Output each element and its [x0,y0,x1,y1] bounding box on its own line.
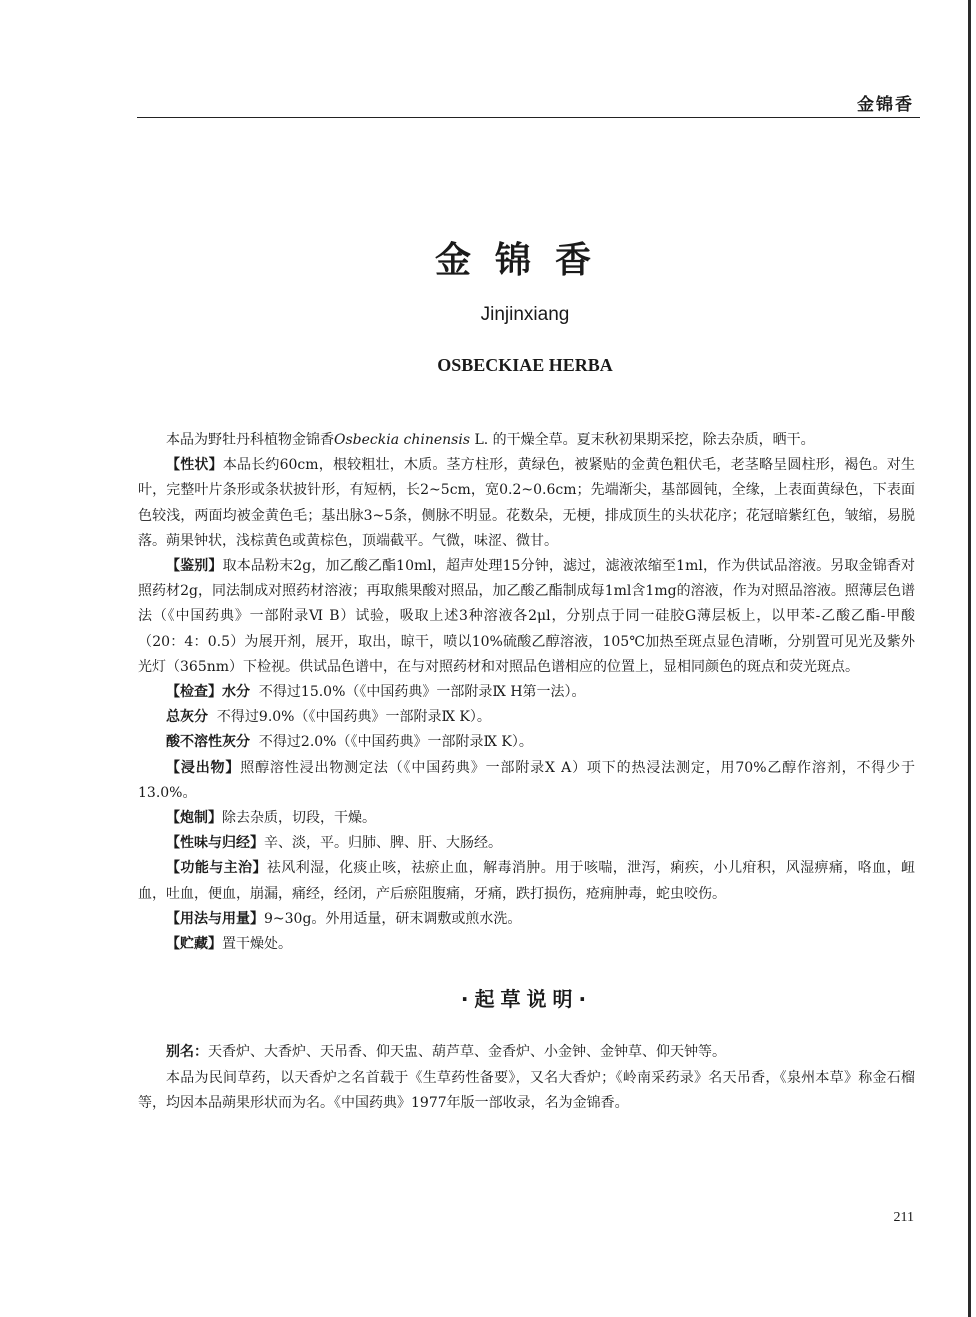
section-sublabel: 酸不溶性灰分 [166,734,250,751]
section-text: 辛、淡，平。归肺、脾、肝、大肠经。 [264,835,502,852]
drafting-paragraph: 本品为民间草药，以天香炉之名首载于《生草药性备要》，又名大香炉；《岭南采药录》名天吊香，《泉州本草》称金石榴等，均因本品蒴果形状而为名。《中国药典》1977年版一部收录，名为金锦香。 [138,1069,915,1111]
section-text: 除去杂质，切段，干燥。 [222,810,376,827]
drafting-alias [138,1040,915,1065]
section-text: 置干燥处。 [222,936,292,953]
pinyin-title: Jinjinxiang [480,304,570,325]
section-text: 取本品粉末2g，加乙酸乙酯10ml，超声处理15分钟，滤过，滤液浓缩至1ml，作为供试品溶液。另取金锦香对照药材2g，同法制成对照药材溶液；再取熊果酸对照品，加乙酸乙酯制成每1ml含1mg的溶液，作为对照品溶液。照薄层色谱法（《中国药典》一部附录Ⅵ B）试验，吸取上述3种溶液各2μl，分别点于同一硅胶G薄层板上，以甲苯-乙酸乙酯-甲酸（20：4：0.5）为展开剂，展开，取出，晾干，喷以10%硫酸乙醇溶液，105℃加热至斑点显色清晰，分别置可见光及紫外光灯（365nm）下检视。供试品色谱中，在与对照药材和对照品色谱相应的位置上，显相同颜色的斑点和荧光斑点。 [138,558,915,675]
intro-text-2: L. 的干燥全草。夏末秋初果期采挖，除去杂质，晒干。 [470,432,815,448]
section-label: 【功能与主治】 [166,860,267,877]
section-text: 照醇溶性浸出物测定法（《中国药典》一部附录Ⅹ A）项下的热浸法测定，用70%乙醇作溶剂，不得少于13.0%。 [138,759,915,801]
header-rule [137,117,920,118]
section-label: 【检查】 [166,684,222,701]
section-sublabel: 总灰分 [166,709,208,726]
page-number: 211 [893,1210,914,1225]
monograph-body [138,428,915,1116]
section-label: 【炮制】 [166,810,222,827]
section-xingzhuang [138,453,915,554]
section-paozhi [138,806,915,831]
section-sublabel: 水分 [222,684,250,701]
section-text: 祛风利湿，化痰止咳，祛瘀止血，解毒消肿。用于咳喘，泄泻，痢疾，小儿疳积，风湿痹痛，咯血，衄血，吐血，便血，崩漏，痛经，经闭，产后瘀阻腹痛，牙痛，跌打损伤，疮痈肿毒，蛇虫咬伤。 [138,860,916,902]
section-text: 不得过9.0%（《中国药典》一部附录Ⅸ K）。 [216,709,491,726]
intro-paragraph [138,428,915,453]
section-label: 【性状】 [166,457,223,474]
intro-latin-name: Osbeckia chinensis [334,432,471,448]
section-text: 不得过2.0%（《中国药典》一部附录Ⅸ K）。 [258,734,533,751]
section-text: 本品长约60cm，根较粗壮，木质。茎方柱形，黄绿色，被紧贴的金黄色粗伏毛，老茎略呈圆柱形，褐色。对生叶，完整叶片条形或条状披针形，有短柄，长2~5cm，宽0.2~0.6cm；先端渐尖，基部圆钝，全缘，上表面黄绿色，下表面色较浅，两面均被金黄色毛；基出脉3~5条，侧脉不明显。花数朵，无梗，排成顶生的头状花序；花冠暗紫红色，皱缩，易脱落。蒴果钟状，浅棕黄色或黄棕色，顶端截平。气微，味涩、微甘。 [138,457,915,549]
section-xingwei [138,831,915,856]
section-label: 【性味与归经】 [166,835,264,852]
drafting-notes-title: ·起草说明· [460,987,593,1012]
page-title: 金锦香 [434,240,615,281]
section-label: 【浸出物】 [166,759,241,776]
section-jianbie [138,554,915,680]
section-zhucang [138,932,915,957]
section-gongneng [138,856,915,906]
section-yongfa [138,907,915,932]
page-edge-bar [968,0,971,1317]
section-label: 【鉴别】 [166,558,223,575]
section-label: 【贮藏】 [166,936,222,953]
section-suanbu [138,730,915,755]
section-jinchuwu [138,756,915,806]
section-jiancha [138,680,915,705]
section-label: 【用法与用量】 [166,910,264,927]
latin-title: OSBECKIAE HERBA [437,355,613,375]
section-zonghuifen [138,705,915,730]
alias-text: 天香炉、大香炉、天吊香、仰天盅、葫芦草、金香炉、小金钟、金钟草、仰天钟等。 [208,1044,726,1061]
running-head: 金锦香 [857,95,914,115]
intro-text-1: 本品为野牡丹科植物金锦香 [166,432,334,448]
section-text: 不得过15.0%（《中国药典》一部附录Ⅸ H第一法）。 [258,684,586,701]
alias-label: 别名： [166,1044,208,1061]
section-text: 9~30g。外用适量，研末调敷或煎水洗。 [264,910,522,927]
